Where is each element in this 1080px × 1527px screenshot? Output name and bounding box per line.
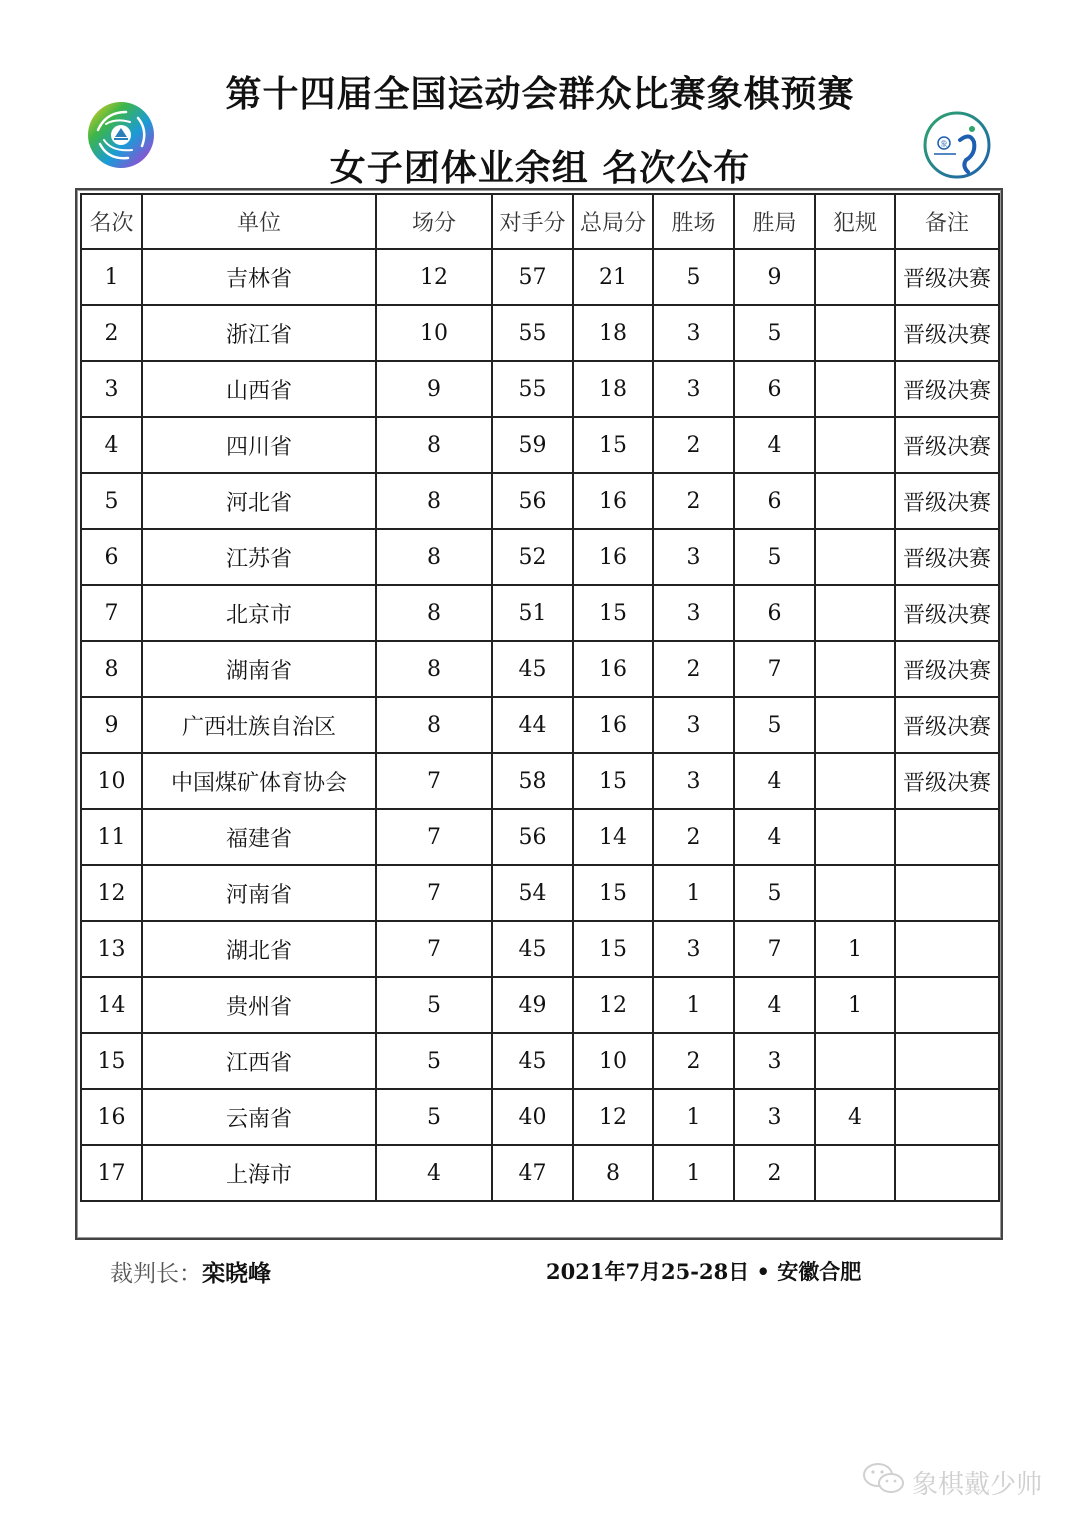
match-wins-cell: 1 [653, 865, 734, 921]
table-row [81, 249, 999, 305]
game-wins-cell: 6 [734, 361, 815, 417]
table-row [81, 865, 999, 921]
game-points-cell: 14 [573, 809, 653, 865]
match-points-cell: 8 [376, 585, 492, 641]
game-points-cell: 16 [573, 529, 653, 585]
game-points-cell: 21 [573, 249, 653, 305]
match-points-cell: 5 [376, 977, 492, 1033]
game-wins-cell: 9 [734, 249, 815, 305]
games-emblem-icon [86, 100, 156, 170]
match-points-cell: 7 [376, 865, 492, 921]
table-row [81, 1145, 999, 1201]
standings-table [80, 193, 1000, 1202]
unit-cell: 山西省 [142, 361, 376, 417]
fouls-cell [815, 417, 895, 473]
unit-cell: 河南省 [142, 865, 376, 921]
note-cell [895, 1145, 999, 1201]
opponent-points-cell: 49 [492, 977, 573, 1033]
rank-cell: 9 [81, 697, 142, 753]
game-points-cell: 12 [573, 977, 653, 1033]
table-row [81, 1033, 999, 1089]
opponent-points-cell: 56 [492, 809, 573, 865]
opponent-points-cell: 45 [492, 921, 573, 977]
rank-cell: 15 [81, 1033, 142, 1089]
match-wins-cell: 3 [653, 697, 734, 753]
note-cell: 晋级决赛 [895, 753, 999, 809]
unit-cell: 江苏省 [142, 529, 376, 585]
fouls-cell [815, 865, 895, 921]
svg-text:象: 象 [940, 140, 948, 148]
rank-cell: 16 [81, 1089, 142, 1145]
unit-cell: 四川省 [142, 417, 376, 473]
rank-cell: 5 [81, 473, 142, 529]
note-cell: 晋级决赛 [895, 249, 999, 305]
column-header-fouls: 犯规 [815, 194, 895, 249]
match-points-cell: 4 [376, 1145, 492, 1201]
match-points-cell: 8 [376, 417, 492, 473]
game-wins-cell: 4 [734, 753, 815, 809]
match-wins-cell: 2 [653, 473, 734, 529]
column-header-rank: 名次 [81, 194, 142, 249]
match-points-cell: 7 [376, 921, 492, 977]
fouls-cell [815, 809, 895, 865]
fouls-cell: 4 [815, 1089, 895, 1145]
table-row [81, 977, 999, 1033]
opponent-points-cell: 59 [492, 417, 573, 473]
game-wins-cell: 7 [734, 921, 815, 977]
table-row [81, 361, 999, 417]
game-points-cell: 18 [573, 361, 653, 417]
game-points-cell: 12 [573, 1089, 653, 1145]
match-wins-cell: 2 [653, 641, 734, 697]
date-location: 2021年7月25-28日 • 安徽合肥 [546, 1259, 862, 1284]
rank-cell: 10 [81, 753, 142, 809]
note-cell [895, 1033, 999, 1089]
match-wins-cell: 2 [653, 809, 734, 865]
rank-cell: 13 [81, 921, 142, 977]
opponent-points-cell: 45 [492, 641, 573, 697]
opponent-points-cell: 45 [492, 1033, 573, 1089]
fouls-cell [815, 473, 895, 529]
game-points-cell: 18 [573, 305, 653, 361]
column-header-opponent-points: 对手分 [492, 194, 573, 249]
opponent-points-cell: 55 [492, 361, 573, 417]
table-row [81, 921, 999, 977]
match-points-cell: 8 [376, 529, 492, 585]
referee-label: 裁判长： [110, 1261, 202, 1287]
note-cell [895, 977, 999, 1033]
unit-cell: 上海市 [142, 1145, 376, 1201]
match-points-cell: 10 [376, 305, 492, 361]
game-wins-cell: 2 [734, 1145, 815, 1201]
title-line-2: 女子团体业余组 名次公布 [329, 148, 751, 189]
game-points-cell: 15 [573, 417, 653, 473]
fouls-cell [815, 1145, 895, 1201]
unit-cell: 江西省 [142, 1033, 376, 1089]
fouls-cell: 1 [815, 921, 895, 977]
unit-cell: 中国煤矿体育协会 [142, 753, 376, 809]
note-cell: 晋级决赛 [895, 473, 999, 529]
note-cell: 晋级决赛 [895, 585, 999, 641]
note-cell: 晋级决赛 [895, 697, 999, 753]
rank-cell: 1 [81, 249, 142, 305]
opponent-points-cell: 52 [492, 529, 573, 585]
unit-cell: 广西壮族自治区 [142, 697, 376, 753]
game-wins-cell: 4 [734, 809, 815, 865]
fouls-cell: 1 [815, 977, 895, 1033]
fouls-cell [815, 1033, 895, 1089]
wechat-icon [862, 1462, 906, 1503]
match-wins-cell: 3 [653, 305, 734, 361]
opponent-points-cell: 57 [492, 249, 573, 305]
note-cell: 晋级决赛 [895, 305, 999, 361]
table-row [81, 585, 999, 641]
unit-cell: 浙江省 [142, 305, 376, 361]
game-wins-cell: 3 [734, 1089, 815, 1145]
note-cell: 晋级决赛 [895, 641, 999, 697]
note-cell: 晋级决赛 [895, 361, 999, 417]
fouls-cell [815, 305, 895, 361]
column-header-unit: 单位 [142, 194, 376, 249]
game-points-cell: 16 [573, 641, 653, 697]
rank-cell: 8 [81, 641, 142, 697]
match-points-cell: 8 [376, 473, 492, 529]
rank-cell: 11 [81, 809, 142, 865]
table-row [81, 641, 999, 697]
unit-cell: 河北省 [142, 473, 376, 529]
rank-cell: 2 [81, 305, 142, 361]
note-cell [895, 809, 999, 865]
fouls-cell [815, 249, 895, 305]
game-wins-cell: 6 [734, 585, 815, 641]
column-header-match-points: 场分 [376, 194, 492, 249]
opponent-points-cell: 58 [492, 753, 573, 809]
note-cell: 晋级决赛 [895, 529, 999, 585]
column-header-game-wins: 胜局 [734, 194, 815, 249]
rank-cell: 12 [81, 865, 142, 921]
game-wins-cell: 5 [734, 865, 815, 921]
game-points-cell: 15 [573, 865, 653, 921]
game-points-cell: 10 [573, 1033, 653, 1089]
game-wins-cell: 3 [734, 1033, 815, 1089]
match-wins-cell: 2 [653, 1033, 734, 1089]
rank-cell: 7 [81, 585, 142, 641]
referee-name: 栾晓峰 [202, 1261, 271, 1287]
match-wins-cell: 3 [653, 529, 734, 585]
game-wins-cell: 4 [734, 417, 815, 473]
watermark-text: 象棋戴少帅 [912, 1470, 1043, 1500]
match-points-cell: 12 [376, 249, 492, 305]
match-points-cell: 8 [376, 697, 492, 753]
note-cell [895, 921, 999, 977]
table-header-row [81, 194, 999, 249]
unit-cell: 湖北省 [142, 921, 376, 977]
match-points-cell: 5 [376, 1033, 492, 1089]
column-header-match-wins: 胜场 [653, 194, 734, 249]
opponent-points-cell: 51 [492, 585, 573, 641]
xiangqi-association-icon [922, 110, 992, 180]
unit-cell: 贵州省 [142, 977, 376, 1033]
fouls-cell [815, 529, 895, 585]
opponent-points-cell: 55 [492, 305, 573, 361]
column-header-game-points: 总局分 [573, 194, 653, 249]
unit-cell: 湖南省 [142, 641, 376, 697]
title-line-1: 第十四届全国运动会群众比赛象棋预赛 [225, 74, 855, 115]
game-wins-cell: 4 [734, 977, 815, 1033]
fouls-cell [815, 641, 895, 697]
fouls-cell [815, 753, 895, 809]
opponent-points-cell: 56 [492, 473, 573, 529]
fouls-cell [815, 697, 895, 753]
game-wins-cell: 5 [734, 697, 815, 753]
match-wins-cell: 5 [653, 249, 734, 305]
rank-cell: 3 [81, 361, 142, 417]
table-row [81, 1089, 999, 1145]
game-points-cell: 15 [573, 921, 653, 977]
fouls-cell [815, 361, 895, 417]
match-points-cell: 7 [376, 753, 492, 809]
opponent-points-cell: 44 [492, 697, 573, 753]
chief-referee [110, 1255, 271, 1288]
match-wins-cell: 1 [653, 977, 734, 1033]
table-row [81, 473, 999, 529]
opponent-points-cell: 40 [492, 1089, 573, 1145]
match-points-cell: 7 [376, 809, 492, 865]
unit-cell: 福建省 [142, 809, 376, 865]
match-points-cell: 9 [376, 361, 492, 417]
game-wins-cell: 7 [734, 641, 815, 697]
match-wins-cell: 3 [653, 753, 734, 809]
match-wins-cell: 2 [653, 417, 734, 473]
match-wins-cell: 3 [653, 361, 734, 417]
match-points-cell: 5 [376, 1089, 492, 1145]
match-wins-cell: 1 [653, 1145, 734, 1201]
game-points-cell: 8 [573, 1145, 653, 1201]
unit-cell: 吉林省 [142, 249, 376, 305]
rank-cell: 14 [81, 977, 142, 1033]
match-wins-cell: 3 [653, 921, 734, 977]
note-cell: 晋级决赛 [895, 417, 999, 473]
match-wins-cell: 1 [653, 1089, 734, 1145]
note-cell [895, 1089, 999, 1145]
fouls-cell [815, 585, 895, 641]
rank-cell: 17 [81, 1145, 142, 1201]
match-points-cell: 8 [376, 641, 492, 697]
game-wins-cell: 5 [734, 529, 815, 585]
opponent-points-cell: 54 [492, 865, 573, 921]
game-points-cell: 16 [573, 473, 653, 529]
match-wins-cell: 3 [653, 585, 734, 641]
table-row [81, 753, 999, 809]
unit-cell: 云南省 [142, 1089, 376, 1145]
game-points-cell: 15 [573, 753, 653, 809]
rank-cell: 4 [81, 417, 142, 473]
table-row [81, 305, 999, 361]
table-row [81, 529, 999, 585]
rank-cell: 6 [81, 529, 142, 585]
table-row [81, 697, 999, 753]
opponent-points-cell: 47 [492, 1145, 573, 1201]
game-points-cell: 15 [573, 585, 653, 641]
table-row [81, 809, 999, 865]
table-row [81, 417, 999, 473]
unit-cell: 北京市 [142, 585, 376, 641]
game-wins-cell: 6 [734, 473, 815, 529]
note-cell [895, 865, 999, 921]
watermark [862, 1462, 1042, 1503]
game-points-cell: 16 [573, 697, 653, 753]
game-wins-cell: 5 [734, 305, 815, 361]
column-header-notes: 备注 [895, 194, 999, 249]
